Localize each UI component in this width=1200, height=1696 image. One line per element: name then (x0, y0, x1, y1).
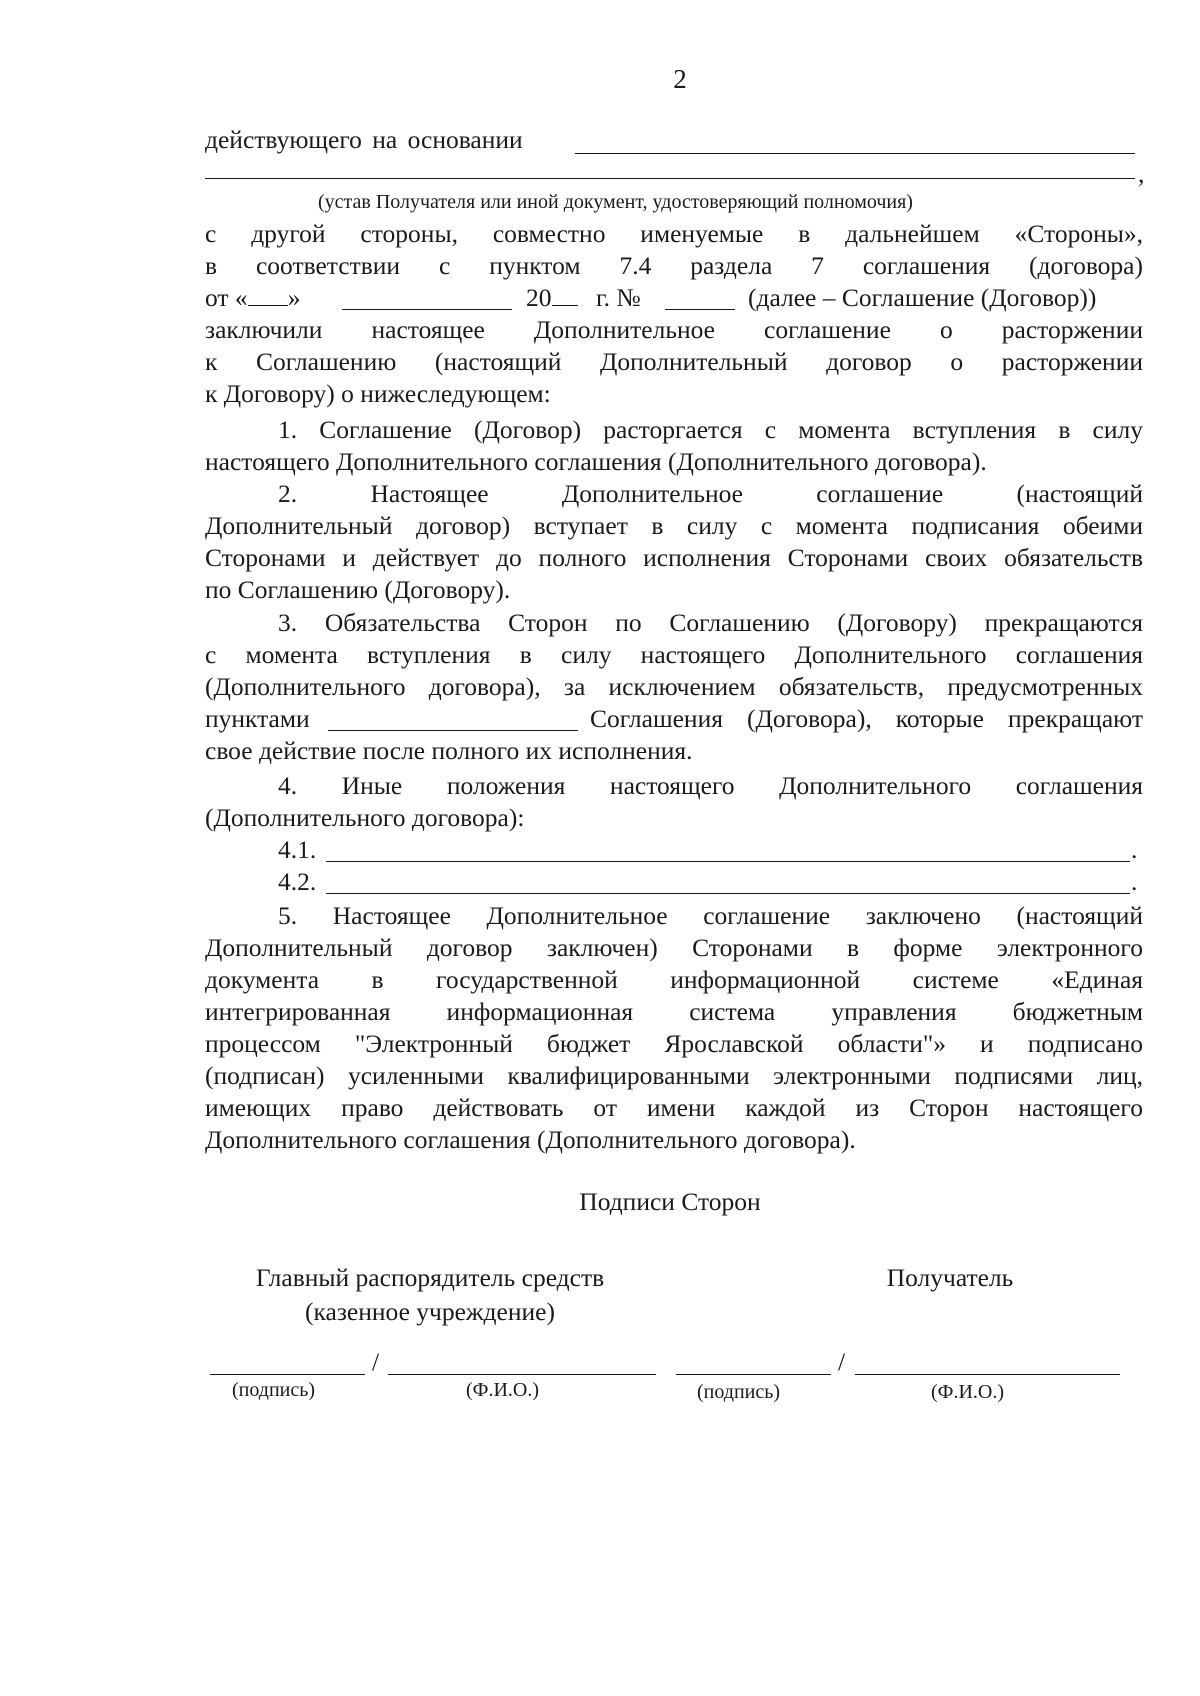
item5-line-5: процессом "Электронный бюджет Ярославской области"» и подписано (205, 1029, 1143, 1058)
left-name-caption: (Ф.И.О.) (466, 1379, 540, 1401)
right-name-caption: (Ф.И.О.) (931, 1381, 1005, 1403)
item5-line-4: интегрированная информационная система управления бюджетным (205, 997, 1143, 1026)
item3-points-label: пунктами (205, 704, 310, 733)
item3-line-2: с момента вступления в силу настоящего Дополнительного соглашения (205, 640, 1143, 669)
item5-line-2: Дополнительный договор заключен) Сторонами в форме электронного (205, 933, 1143, 962)
item5-line-1: 5. Настоящее Дополнительное соглашение заключено (настоящий (278, 901, 1143, 930)
item2-line-1: 2. Настоящее Дополнительное соглашение (настоящий (278, 479, 1143, 508)
right-slash: / (838, 1347, 846, 1376)
right-name-line (855, 1374, 1120, 1375)
page-number: 2 (673, 64, 687, 94)
item2-line-2: Дополнительный договор) вступает в силу с момента подписания обеими (205, 511, 1143, 540)
item4-line-2: (Дополнительного договора): (205, 803, 525, 832)
subitem-4-2-blank (326, 893, 1130, 894)
item3-line-4-tail: Соглашения (Договора), которые прекращают (590, 704, 1143, 733)
acting-basis-label: действующего на основании (205, 125, 523, 154)
item5-line-7: имеющих право действовать от имени каждой из Сторон настоящего (205, 1093, 1143, 1122)
item1-line-1: 1. Соглашение (Договор) расторгается с момента вступления в силу (278, 415, 1143, 444)
subitem-4-1-label: 4.1. (278, 835, 317, 864)
subitem-4-1-dot: . (1131, 835, 1138, 864)
subitem-4-1-blank (326, 861, 1130, 862)
left-party-title-2: (казенное учреждение) (305, 1297, 555, 1326)
intro-line-6: к Договору) о нижеследующем: (205, 379, 551, 408)
left-signature-line (210, 1374, 365, 1375)
signatures-heading: Подписи Сторон (579, 1187, 761, 1216)
year-prefix-text: 20 (526, 283, 552, 312)
number-label: г. № (596, 283, 641, 312)
subitem-4-2-label: 4.2. (278, 867, 317, 896)
left-signature-caption: (подпись) (232, 1379, 316, 1401)
item2-line-3: Сторонами и действует до полного исполнения Сторонами своих обязательств (205, 543, 1143, 572)
intro-line-5: к Соглашению (настоящий Дополнительный договор о расторжении (205, 347, 1143, 376)
intro-line-3 (205, 282, 300, 314)
hereinafter-text: (далее – Соглашение (Договор)) (748, 283, 1097, 312)
item3-line-5: свое действие после полного их исполнения. (205, 736, 693, 765)
right-signature-line (676, 1374, 831, 1375)
subitem-4-2-dot: . (1131, 867, 1138, 896)
trailing-comma: , (1138, 159, 1145, 188)
charter-caption: (устав Получателя или иной документ, удостоверяющий полномочия) (318, 191, 913, 213)
day-blank (248, 305, 288, 306)
item3-line-3: (Дополнительного договора), за исключением обязательств, предусмотренных (205, 672, 1143, 701)
right-party-title: Получатель (886, 1263, 1014, 1292)
right-signature-caption: (подпись) (697, 1381, 781, 1403)
left-party-title-1: Главный распорядитель средств (255, 1263, 605, 1292)
item2-line-4: по Соглашению (Договору). (205, 575, 511, 604)
number-blank (665, 309, 735, 310)
year-prefix (526, 282, 578, 314)
intro-line-1: с другой стороны, совместно именуемые в дальнейшем «Стороны», (205, 219, 1143, 248)
date-open-quote: от « (205, 283, 248, 312)
basis-blank-line-2 (205, 178, 1135, 179)
item4-line-1: 4. Иные положения настоящего Дополнительного соглашения (278, 771, 1143, 800)
left-name-line (388, 1374, 656, 1375)
item5-line-8: Дополнительного соглашения (Дополнительного договора). (205, 1125, 856, 1154)
year-blank (552, 305, 578, 306)
points-blank (328, 730, 578, 731)
item3-line-1: 3. Обязательства Сторон по Соглашению (Договору) прекращаются (278, 608, 1143, 637)
intro-line-4: заключили настоящее Дополнительное соглашение о расторжении (205, 315, 1143, 344)
item5-line-3: документа в государственной информационной системе «Единая (205, 965, 1143, 994)
item5-line-6: (подписан) усиленными квалифицированными электронными подписями лиц, (205, 1061, 1143, 1090)
date-close-quote: » (287, 283, 301, 312)
item1-line-2: настоящего Дополнительного соглашения (Дополнительного договора). (205, 447, 987, 476)
basis-blank-line (575, 153, 1135, 154)
intro-line-2: в соответствии с пунктом 7.4 раздела 7 соглашения (договора) (205, 251, 1143, 280)
month-blank (342, 309, 512, 310)
left-slash: / (372, 1347, 380, 1376)
